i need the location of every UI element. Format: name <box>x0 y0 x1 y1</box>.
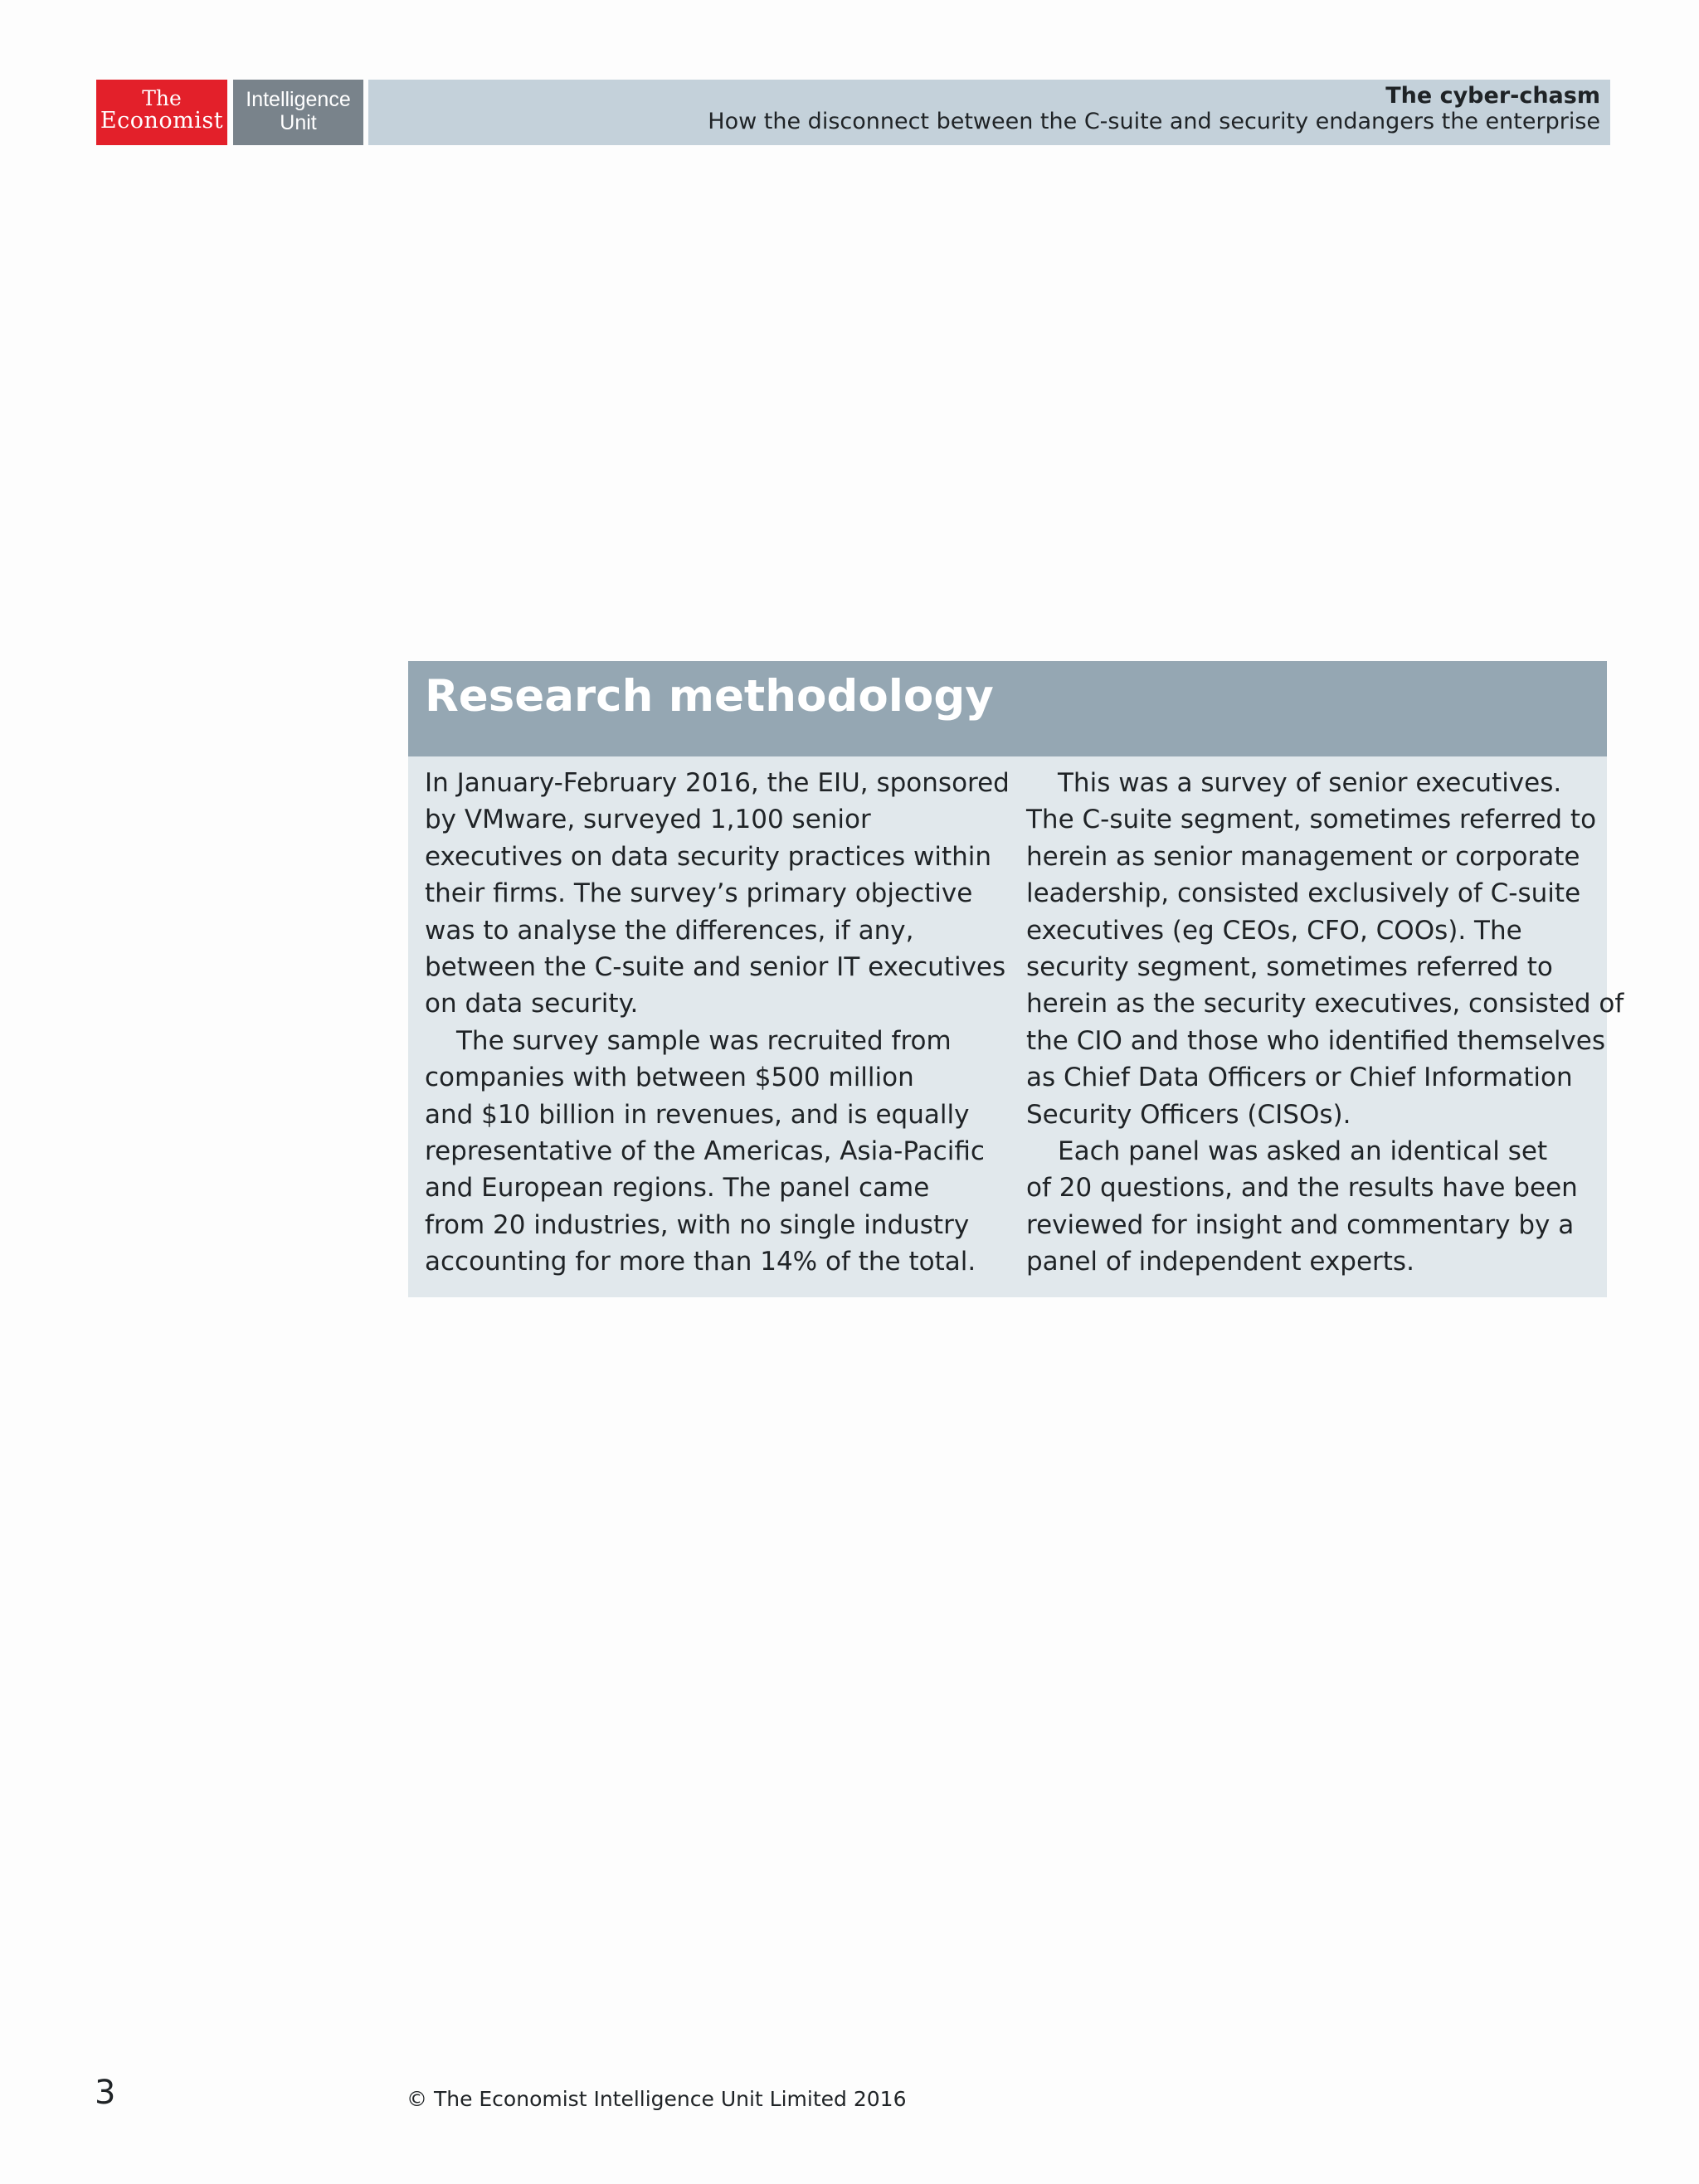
economist-logo-line2: Economist <box>100 108 224 134</box>
text-line: from 20 industries, with no single industry <box>425 1209 970 1240</box>
methodology-header <box>408 661 1607 756</box>
research-methodology-box <box>408 661 1624 1297</box>
text-line: herein as the security executives, consisted of <box>1026 989 1624 1019</box>
text-line: Security Officers (CISOs). <box>1026 1099 1351 1130</box>
report-title: The cyber-chasm <box>1385 83 1600 109</box>
text-line: representative of the Americas, Asia-Pacific <box>425 1136 985 1167</box>
text-line: accounting for more than 14% of the total. <box>425 1247 976 1277</box>
text-line: their firms. The survey’s primary objective <box>425 878 973 909</box>
text-line: companies with between $500 million <box>425 1063 914 1093</box>
text-line: The C-suite segment, sometimes referred to <box>1026 805 1597 835</box>
text-line: This was a survey of senior executives. <box>1058 768 1562 798</box>
eiu-logo-line2: Unit <box>280 111 317 134</box>
text-line: was to analyse the differences, if any, <box>425 915 914 946</box>
eiu-logo-line1: Intelligence <box>246 88 351 111</box>
text-line: The survey sample was recruited from <box>456 1025 952 1056</box>
text-line: the CIO and those who identified themselves <box>1026 1025 1605 1056</box>
text-line: executives on data security practices within <box>425 841 992 872</box>
methodology-title: Research methodology <box>425 671 994 722</box>
text-line: security segment, sometimes referred to <box>1026 952 1553 983</box>
methodology-left-column <box>425 765 1010 1281</box>
economist-logo-line1: The <box>142 86 182 110</box>
methodology-right-column <box>1026 765 1624 1281</box>
report-subtitle: How the disconnect between the C-suite and security endangers the enterprise <box>708 109 1600 134</box>
text-line: panel of independent experts. <box>1026 1247 1414 1277</box>
text-line: between the C-suite and senior IT executives <box>425 952 1006 983</box>
text-line: leadership, consisted exclusively of C-suite <box>1026 878 1581 909</box>
text-line: reviewed for insight and commentary by a <box>1026 1209 1575 1240</box>
text-line: on data security. <box>425 989 639 1019</box>
text-line: and European regions. The panel came <box>425 1173 930 1204</box>
text-line: executives (eg CEOs, CFO, COOs). The <box>1026 915 1522 946</box>
header-bar <box>368 80 1610 145</box>
text-line: In January-February 2016, the EIU, sponsored <box>425 768 1010 798</box>
eiu-logo <box>233 80 363 145</box>
text-line: as Chief Data Officers or Chief Information <box>1026 1063 1573 1093</box>
economist-logo <box>96 80 227 145</box>
text-line: by VMware, surveyed 1,100 senior <box>425 805 871 835</box>
text-line: herein as senior management or corporate <box>1026 841 1580 872</box>
text-line: of 20 questions, and the results have been <box>1026 1173 1578 1204</box>
copyright-notice: © The Economist Intelligence Unit Limited 2016 <box>406 2087 907 2111</box>
text-line: and $10 billion in revenues, and is equally <box>425 1099 970 1130</box>
page-number: 3 <box>95 2074 116 2112</box>
text-line: Each panel was asked an identical set <box>1058 1136 1548 1167</box>
